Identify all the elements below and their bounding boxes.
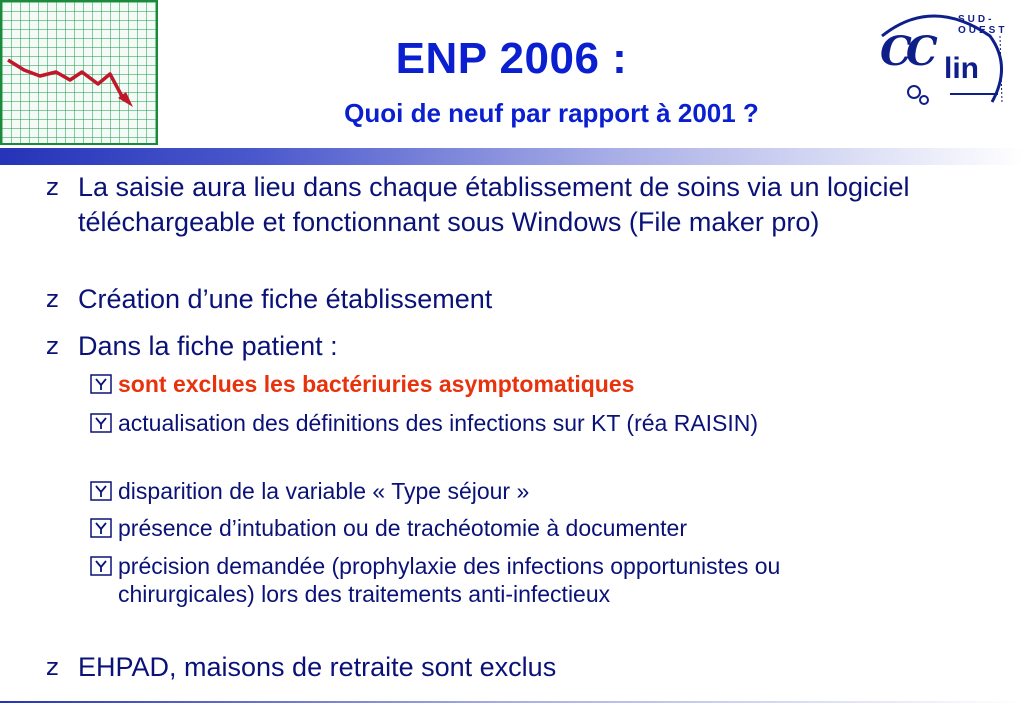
- list-item: [118, 514, 998, 542]
- list-item-text: précision demandée (prophylaxie des infections opportunistes ou chirurgicales) lors des traitements anti-infectieux: [118, 553, 781, 607]
- z-glyph-bullet-icon: z: [46, 653, 59, 681]
- page-title: ENP 2006 :: [395, 34, 628, 83]
- list-item-text: actualisation des définitions des infections sur KT (réa RAISIN): [118, 410, 759, 436]
- list-item: [46, 650, 998, 685]
- page-subtitle: Quoi de neuf par rapport à 2001 ?: [344, 98, 759, 128]
- z-glyph-bullet-icon: z: [46, 173, 59, 201]
- z-glyph-bullet-icon: z: [46, 332, 59, 360]
- list-item: [46, 282, 998, 317]
- list-item-text: Dans la fiche patient :: [78, 331, 338, 361]
- list-item: [118, 552, 918, 608]
- list-item: [118, 370, 998, 398]
- list-item: [46, 329, 998, 364]
- checkbox-y-bullet-icon: [90, 481, 112, 501]
- footer-divider: [0, 701, 1023, 703]
- checkbox-y-bullet-icon: [90, 556, 112, 576]
- list-item: [118, 477, 998, 505]
- list-item-text: présence d’intubation ou de trachéotomie à documenter: [118, 515, 687, 541]
- z-glyph-bullet-icon: z: [46, 285, 59, 313]
- logo-region-text: SUD-OUEST: [958, 14, 1008, 36]
- list-item: [118, 409, 998, 437]
- list-item-text: La saisie aura lieu dans chaque établissement de soins via un logiciel téléchargeable et fonctionnant sous Windows (File maker pro): [78, 172, 910, 237]
- logo-wordmark-lin: lin: [944, 52, 979, 85]
- list-item-text: sont exclues les bactériuries asymptomatiques: [118, 371, 635, 397]
- list-item-text: disparition de la variable « Type séjour »: [118, 478, 530, 504]
- checkbox-y-bullet-icon: [90, 374, 112, 394]
- list-item: [46, 170, 998, 240]
- list-item-text: Création d’une fiche établissement: [78, 284, 493, 314]
- checkbox-y-bullet-icon: [90, 413, 112, 433]
- logo-wordmark: CC: [880, 28, 932, 75]
- list-item-text: EHPAD, maisons de retraite sont exclus: [78, 652, 557, 682]
- checkbox-y-bullet-icon: [90, 518, 112, 538]
